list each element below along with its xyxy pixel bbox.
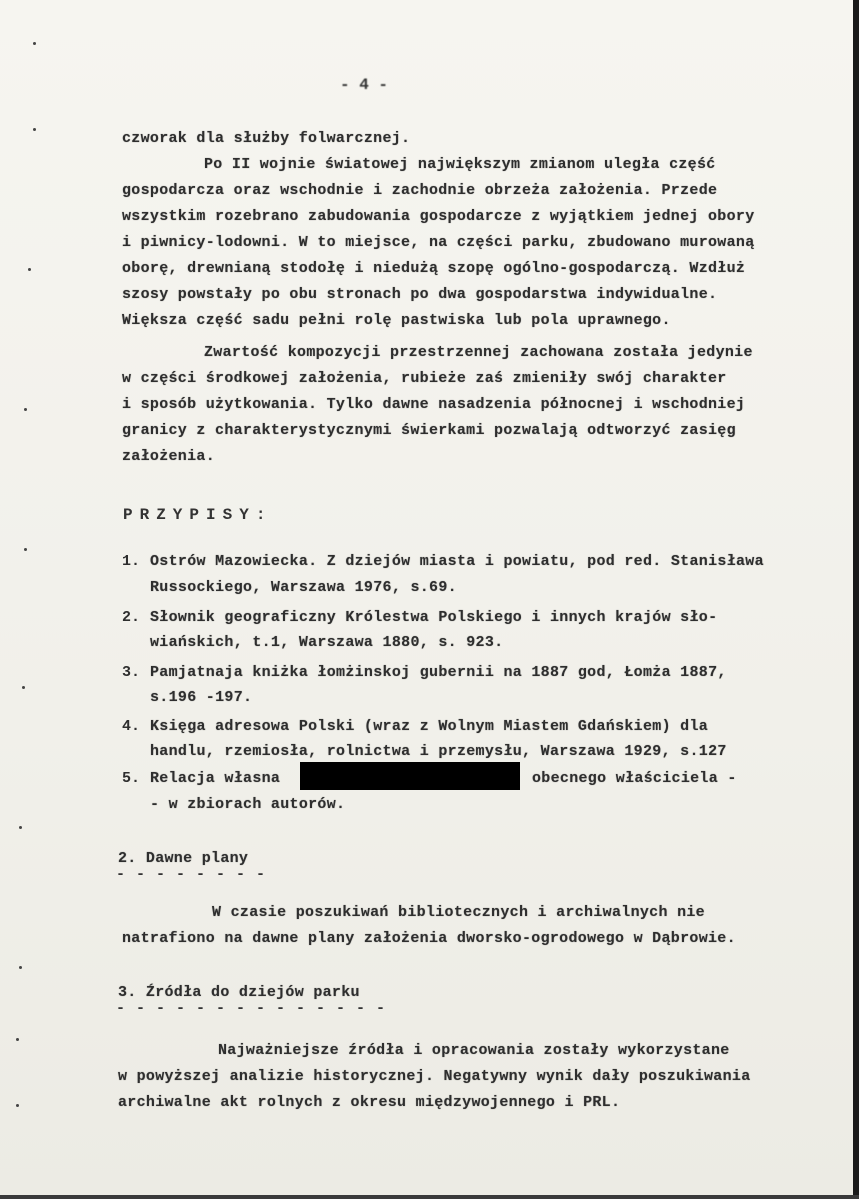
paragraph-line: granicy z charakterystycznymi świerkami pozwalają odtworzyć zasięg [122, 422, 736, 439]
paragraph-line: założenia. [122, 448, 216, 465]
binding-hole [19, 826, 22, 829]
binding-hole [16, 1038, 19, 1041]
footnote-number: 2. [122, 609, 141, 626]
footnote-number: 3. [122, 664, 141, 681]
footnote-text: Pamjatnaja kniżka łomżinskoj gubernii na 1887 god, Łomża 1887, [150, 664, 727, 681]
section-title: 2. Dawne plany [118, 850, 249, 867]
page-number: - 4 - [340, 76, 389, 94]
footnote-text: Księga adresowa Polski (wraz z Wolnym Miastem Gdańskiem) dla [150, 718, 709, 735]
footnote-text: s.196 -197. [150, 689, 253, 706]
paragraph-line: Po II wojnie światowej największym zmianom uległa część [204, 156, 716, 173]
paragraph-line: wszystkim rozebrano zabudowania gospodarcze z wyjątkiem jednej obory [122, 208, 755, 225]
paragraph-line: oborę, drewnianą stodołę i niedużą szopę ogólno-gospodarczą. Wzdłuż [122, 260, 746, 277]
paragraph-line: i piwnicy-lodowni. W to miejsce, na części parku, zbudowano murowaną [122, 234, 755, 251]
paragraph-line: szosy powstały po obu stronach po dwa gospodarstwa indywidualne. [122, 286, 718, 303]
footnote-text: - w zbiorach autorów. [150, 796, 346, 813]
section-title: 3. Źródła do dziejów parku [118, 984, 360, 1001]
paragraph-line: gospodarcza oraz wschodnie i zachodnie obrzeża założenia. Przede [122, 182, 718, 199]
binding-hole [33, 128, 36, 131]
binding-hole [22, 686, 25, 689]
paragraph-line: Większa część sadu pełni rolę pastwiska lub pola uprawnego. [122, 312, 671, 329]
footnote-number: 1. [122, 553, 141, 570]
footnote-text: handlu, rzemiosła, rolnictwa i przemysłu, Warszawa 1929, s.127 [150, 743, 727, 760]
section-underline: - - - - - - - - - - - - - - [116, 1000, 387, 1017]
section-text: archiwalne akt rolnych z okresu międzywojennego i PRL. [118, 1094, 621, 1111]
footnote-text: wiańskich, t.1, Warszawa 1880, s. 923. [150, 634, 504, 651]
section-text: Najważniejsze źródła i opracowania zostały wykorzystane [218, 1042, 730, 1059]
binding-hole [16, 1104, 19, 1107]
paragraph-line: Zwartość kompozycji przestrzennej zachowana została jedynie [204, 344, 753, 361]
paragraph-line: w części środkowej założenia, rubieże zaś zmieniły swój charakter [122, 370, 727, 387]
section-text: w powyższej analizie historycznej. Negatywny wynik dały poszukiwania [118, 1068, 751, 1085]
binding-hole [28, 268, 31, 271]
binding-hole [24, 548, 27, 551]
scan-edge-right [853, 0, 859, 1199]
paragraph-line: czworak dla służby folwarcznej. [122, 130, 411, 147]
binding-hole [33, 42, 36, 45]
footnote-number: 4. [122, 718, 141, 735]
paragraph-line: i sposób użytkowania. Tylko dawne nasadzenia północnej i wschodniej [122, 396, 746, 413]
redaction-bar [300, 762, 520, 790]
binding-hole [24, 408, 27, 411]
footnote-text: Russockiego, Warszawa 1976, s.69. [150, 579, 457, 596]
footnote-text: obecnego właściciela - [532, 770, 737, 787]
binding-hole [19, 966, 22, 969]
section-text: W czasie poszukiwań bibliotecznych i archiwalnych nie [212, 904, 705, 921]
footnote-text: Relacja własna [150, 770, 281, 787]
scan-edge-bottom [0, 1195, 859, 1199]
footnotes-heading: PRZYPISY: [123, 506, 273, 524]
section-underline: - - - - - - - - [116, 866, 267, 883]
footnote-text: Słownik geograficzny Królestwa Polskiego i innych krajów sło- [150, 609, 718, 626]
footnote-number: 5. [122, 770, 141, 787]
footnote-text: Ostrów Mazowiecka. Z dziejów miasta i powiatu, pod red. Stanisława [150, 553, 764, 570]
section-text: natrafiono na dawne plany założenia dworsko-ogrodowego w Dąbrowie. [122, 930, 736, 947]
